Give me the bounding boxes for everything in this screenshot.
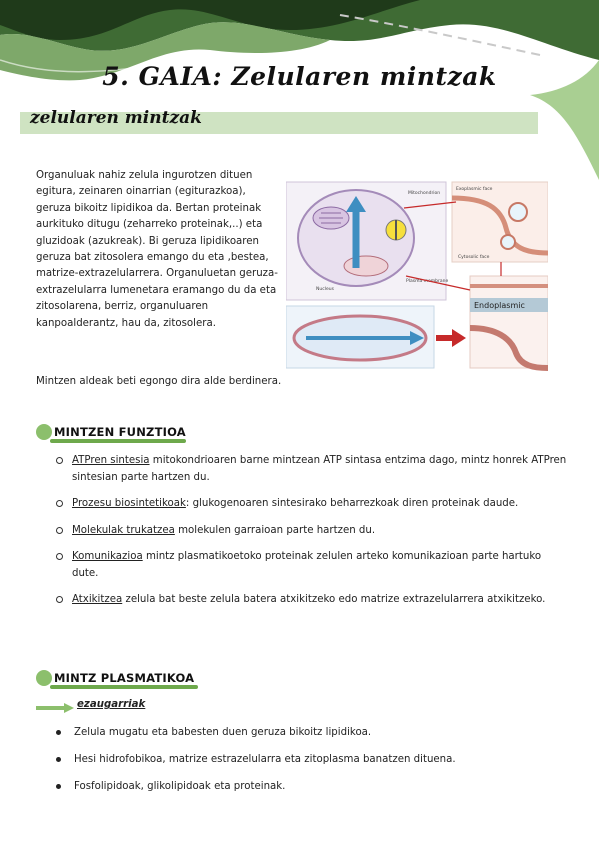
functions-list xyxy=(56,453,568,609)
function-text: mintz plasmatikoetoko proteinak zelulen arteko komunikazioan parte hartuko dute. xyxy=(72,551,542,579)
function-text: : glukogenoaren sintesirako beharrezkoak diren proteinak daude. xyxy=(185,498,519,509)
function-text: zelula bat beste zelula batera atxikitzeko edo matrize extrazelularrera atxikitzeko. xyxy=(122,594,546,605)
section-subtitle: zelularen mintzak xyxy=(30,108,202,128)
dot-bullet-icon xyxy=(56,730,61,735)
function-term: ATPren sintesia xyxy=(72,455,150,466)
function-term: Atxikitzea xyxy=(72,594,123,605)
section-dot-icon xyxy=(36,424,52,440)
cell-membrane-figure xyxy=(286,178,548,373)
section-dot-icon xyxy=(36,670,52,686)
function-text: mitokondrioaren barne mintzean ATP sintasa entzima dago, mintz honrek ATPren sintesian parte hartzen du. xyxy=(72,455,567,483)
plasma-heading-label: MINTZ PLASMATIKOA xyxy=(54,671,195,685)
circle-bullet-icon xyxy=(56,553,63,560)
list-item xyxy=(56,496,568,513)
dot-bullet-icon xyxy=(56,784,61,789)
circle-bullet-icon xyxy=(56,500,63,507)
exoplasmic-face-label: Exoplasmic face xyxy=(456,187,493,192)
function-term: Molekulak trukatzea xyxy=(72,524,175,536)
plasma-item-text: Fosfolipidoak, glikolipidoak eta proteinak. xyxy=(74,781,286,792)
list-item xyxy=(56,726,568,740)
intro-last-line: Mintzen aldeak beti egongo dira alde berdinera. xyxy=(36,376,282,387)
dot-bullet-icon xyxy=(56,757,61,762)
list-item xyxy=(56,549,568,582)
circle-bullet-icon xyxy=(56,457,63,464)
plasma-list xyxy=(56,726,568,807)
circle-bullet-icon xyxy=(56,527,63,534)
plasma-item-text: Hesi hidrofobikoa, matrize estrazelularra eta zitoplasma banatzen dituena. xyxy=(74,754,456,765)
mitochondrion-label: Mitochondrion xyxy=(408,191,441,196)
heading-underline xyxy=(50,439,186,443)
list-item xyxy=(56,753,568,767)
heading-underline xyxy=(50,685,198,689)
plasma-membrane-label: Plasma membrane xyxy=(406,279,449,284)
endoplasmic-label: Endoplasmic xyxy=(474,301,525,310)
function-term: Komunikazioa xyxy=(72,551,143,562)
circle-bullet-icon xyxy=(56,596,63,603)
list-item xyxy=(56,780,568,794)
list-item xyxy=(56,592,568,609)
plasma-heading xyxy=(36,669,216,691)
arrow-right-icon xyxy=(36,703,74,713)
list-item xyxy=(56,523,568,540)
characteristics-label: ezaugarriak xyxy=(77,699,146,710)
cytosolic-face-label: Cytosolic face xyxy=(458,255,490,260)
page-title: 5. GAIA: Zelularen mintzak xyxy=(102,62,497,91)
nucleus-label: Nucleus xyxy=(316,287,334,292)
function-term: Prozesu biosintetikoak xyxy=(72,498,186,509)
list-item xyxy=(56,453,568,486)
function-text: molekulen garraioan parte hartzen du. xyxy=(174,524,376,536)
functions-heading-label: MINTZEN FUNZTIOA xyxy=(54,425,186,439)
functions-heading xyxy=(36,423,206,445)
plasma-item-text: Zelula mugatu eta babesten duen geruza bikoitz lipidikoa. xyxy=(74,727,372,738)
intro-paragraph: Organuluak nahiz zelula ingurotzen dituen egitura, zeinaren oinarrian (egiturazkoa), geruza bikoitz lipidikoa da. Bertan proteinak aurkituko ditugu (zeharreko proteinak,..) eta gluzidoak (azukreak). Bi geruza lipidikoaren geruza bat zitosolera emango du eta ,bestea, matrize-extrazelularrera. Organuluetan geruza-extrazelularra lumenetara eramango du da eta zitosolarena, berriz, organuluaren kanpoalderantz, hau da, zitosolera. xyxy=(36,170,278,329)
